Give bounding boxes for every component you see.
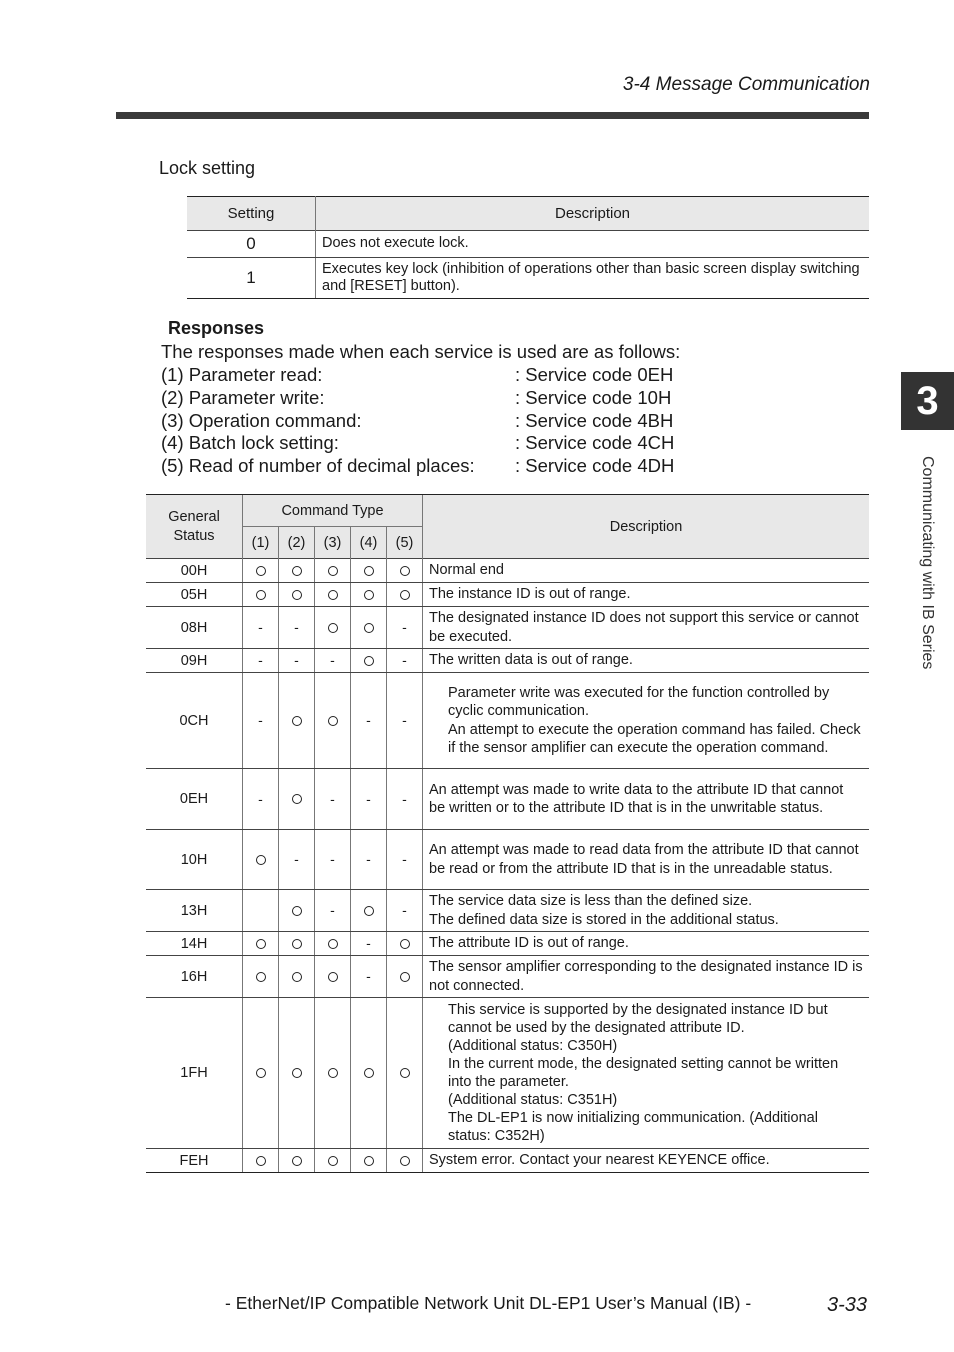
col-general-status [146, 495, 243, 559]
service-name: (2) Parameter write: [161, 386, 325, 408]
setting-value: 1 [187, 258, 316, 299]
supported-circle-icon [364, 906, 374, 916]
table-row [187, 258, 869, 299]
col-command-5: (5) [387, 527, 423, 559]
general-status-code: 0EH [146, 769, 243, 830]
not-applicable-dash: - [294, 851, 299, 867]
supported-circle-icon [364, 1156, 374, 1166]
command-mark-cell [315, 649, 351, 673]
command-mark-cell [387, 649, 423, 673]
command-mark-cell [243, 830, 279, 890]
supported-circle-icon [256, 939, 266, 949]
supported-circle-icon [256, 566, 266, 576]
not-applicable-dash: - [258, 712, 263, 728]
supported-circle-icon [400, 590, 410, 600]
supported-circle-icon [256, 1156, 266, 1166]
not-applicable-dash: - [330, 851, 335, 867]
not-applicable-dash: - [294, 652, 299, 668]
service-code: : Service code 4CH [515, 432, 675, 454]
command-mark-cell [279, 649, 315, 673]
not-applicable-dash: - [366, 935, 371, 951]
command-mark-cell [351, 998, 387, 1149]
table-row [146, 1149, 869, 1173]
supported-circle-icon [400, 566, 410, 576]
table-row [146, 932, 869, 956]
status-description [423, 830, 870, 890]
general-status-code: 08H [146, 607, 243, 649]
description-line: The instance ID is out of range. [429, 586, 631, 603]
responses-heading: Responses [168, 318, 265, 338]
command-mark-cell [243, 1149, 279, 1173]
supported-circle-icon [292, 716, 302, 726]
description-line: The attribute ID is out of range. [429, 935, 629, 952]
description-line: An attempt to execute the operation command has failed. Check if the sensor amplifier can execute the operation command. [448, 721, 861, 756]
service-code: : Service code 0EH [515, 364, 674, 385]
status-description [423, 769, 870, 830]
status-description [423, 559, 870, 583]
command-mark-cell [387, 673, 423, 769]
not-applicable-dash: - [366, 968, 371, 984]
supported-circle-icon [364, 656, 374, 666]
general-status-code: 1FH [146, 998, 243, 1149]
command-mark-cell [351, 673, 387, 769]
general-status-code: 09H [146, 649, 243, 673]
not-applicable-dash: - [258, 652, 263, 668]
not-applicable-dash: - [402, 712, 407, 728]
col-setting: Setting [187, 197, 316, 231]
command-mark-cell [387, 1149, 423, 1173]
description-line: The written data is out of range. [429, 652, 633, 669]
not-applicable-dash: - [258, 619, 263, 635]
not-applicable-dash: - [402, 902, 407, 918]
command-mark-cell [243, 956, 279, 998]
page-number: 3-33 [827, 1294, 868, 1316]
command-mark-cell [243, 769, 279, 830]
command-mark-cell [351, 649, 387, 673]
supported-circle-icon [292, 906, 302, 916]
command-mark-cell [279, 932, 315, 956]
not-applicable-dash: - [402, 790, 407, 807]
status-description [423, 649, 870, 673]
command-mark-cell [387, 932, 423, 956]
description-line: (Additional status: C351H) [448, 1092, 618, 1109]
command-mark-cell [351, 956, 387, 998]
general-status-code: 0CH [146, 673, 243, 769]
table-row [146, 956, 869, 998]
col-command-type: Command Type [243, 495, 423, 527]
command-mark-cell [279, 607, 315, 649]
table-row [146, 890, 869, 932]
description-line: The designated instance ID does not support this service or cannot be executed. [429, 610, 859, 645]
supported-circle-icon [364, 566, 374, 576]
description-line: Parameter write was executed for the function controlled by cyclic communication. [448, 685, 830, 720]
command-mark-cell [315, 830, 351, 890]
description-line: Normal end [429, 562, 504, 579]
supported-circle-icon [400, 972, 410, 982]
not-applicable-dash: - [330, 902, 335, 918]
supported-circle-icon [328, 972, 338, 982]
footer-manual-title: - EtherNet/IP Compatible Network Unit DL-EP1 User’s Manual (IB) - [225, 1293, 752, 1313]
status-description [423, 956, 870, 998]
supported-circle-icon [364, 590, 374, 600]
supported-circle-icon [292, 1068, 302, 1078]
description-line: The defined data size is stored in the additional status. [429, 911, 779, 928]
description-line: The DL-EP1 is now initializing communication. (Additional status: C352H) [448, 1110, 818, 1145]
general-status-code: 16H [146, 956, 243, 998]
command-mark-cell [315, 1149, 351, 1173]
command-mark-cell [243, 932, 279, 956]
description-line: The service data size is less than the defined size. [429, 893, 753, 910]
not-applicable-dash: - [402, 619, 407, 635]
general-status-code: 05H [146, 583, 243, 607]
general-status-code: FEH [146, 1149, 243, 1173]
command-mark-cell [279, 559, 315, 583]
not-applicable-dash: - [258, 790, 263, 807]
command-mark-cell [315, 607, 351, 649]
command-mark-cell [351, 932, 387, 956]
command-mark-cell [243, 890, 279, 932]
command-mark-cell [387, 559, 423, 583]
general-status-code: 14H [146, 932, 243, 956]
status-description [423, 583, 870, 607]
supported-circle-icon [364, 623, 374, 633]
supported-circle-icon [364, 1068, 374, 1078]
col-command-4: (4) [351, 527, 387, 559]
header-rule [116, 112, 869, 119]
chapter-title: Communicating with IB Series [919, 456, 936, 670]
responses-table-header [146, 495, 869, 527]
description-line: In the current mode, the designated setting cannot be written into the parameter. [448, 1055, 839, 1090]
command-mark-cell [279, 998, 315, 1149]
chapter-tab: 3 [901, 372, 954, 430]
service-name: (5) Read of number of decimal places: [161, 455, 475, 477]
lock-setting-table [187, 196, 869, 299]
status-description [423, 1149, 870, 1173]
not-applicable-dash: - [294, 619, 299, 635]
supported-circle-icon [328, 1156, 338, 1166]
service-code: : Service code 10H [515, 386, 672, 408]
col-command-3: (3) [315, 527, 351, 559]
supported-circle-icon [256, 855, 266, 865]
description-line: An attempt was made to read data from the attribute ID that cannot be read or from the attribute ID that is in the unreadable status. [429, 842, 859, 877]
setting-description: Does not execute lock. [316, 231, 870, 258]
status-description [423, 607, 870, 649]
command-mark-cell [315, 998, 351, 1149]
setting-description: Executes key lock (inhibition of operations other than basic screen display switching and [RESET] button). [316, 258, 870, 299]
not-applicable-dash: - [366, 851, 371, 867]
description-line: System error. Contact your nearest KEYENCE office. [429, 1152, 770, 1169]
command-mark-cell [351, 607, 387, 649]
command-mark-cell [351, 1149, 387, 1173]
supported-circle-icon [328, 623, 338, 633]
service-name: (4) Batch lock setting: [161, 432, 339, 454]
not-applicable-dash: - [366, 712, 371, 728]
command-mark-cell [387, 607, 423, 649]
description-line: (Additional status: C350H) [448, 1037, 618, 1054]
supported-circle-icon [292, 566, 302, 576]
command-mark-cell [279, 830, 315, 890]
supported-circle-icon [292, 939, 302, 949]
command-mark-cell [351, 890, 387, 932]
responses-intro: The responses made when each service is used are as follows: [161, 341, 681, 362]
supported-circle-icon [400, 939, 410, 949]
command-mark-cell [243, 607, 279, 649]
setting-value: 0 [187, 231, 316, 258]
supported-circle-icon [328, 566, 338, 576]
not-applicable-dash: - [402, 652, 407, 668]
table-row [187, 231, 869, 258]
not-applicable-dash: - [330, 790, 335, 807]
supported-circle-icon [328, 1068, 338, 1078]
command-mark-cell [387, 583, 423, 607]
command-mark-cell [279, 769, 315, 830]
general-status-code: 13H [146, 890, 243, 932]
table-row [146, 769, 869, 830]
command-mark-cell [315, 932, 351, 956]
table-row [146, 998, 869, 1149]
command-mark-cell [315, 890, 351, 932]
general-status-code: 00H [146, 559, 243, 583]
command-mark-cell [315, 559, 351, 583]
command-mark-cell [279, 673, 315, 769]
supported-circle-icon [292, 794, 302, 804]
supported-circle-icon [328, 590, 338, 600]
command-mark-cell [351, 559, 387, 583]
table-row [146, 607, 869, 649]
lock-setting-heading: Lock setting [159, 158, 256, 178]
service-code: : Service code 4BH [515, 409, 674, 431]
supported-circle-icon [256, 590, 266, 600]
command-mark-cell [387, 830, 423, 890]
command-mark-cell [315, 673, 351, 769]
not-applicable-dash: - [330, 652, 335, 668]
command-mark-cell [279, 956, 315, 998]
command-mark-cell [243, 583, 279, 607]
service-name: (1) Parameter read: [161, 364, 323, 385]
command-mark-cell [279, 1149, 315, 1173]
supported-circle-icon [292, 1156, 302, 1166]
service-code: : Service code 4DH [515, 455, 675, 477]
status-description [423, 932, 870, 956]
command-mark-cell [315, 583, 351, 607]
col-command-2: (2) [279, 527, 315, 559]
general-status-code: 10H [146, 830, 243, 890]
supported-circle-icon [328, 939, 338, 949]
lock-table-header [187, 197, 869, 231]
command-mark-cell [351, 583, 387, 607]
table-row [146, 583, 869, 607]
not-applicable-dash: - [402, 851, 407, 867]
description-line: An attempt was made to write data to the attribute ID that cannot be written or to the attribute ID that is in the unwritable status. [429, 781, 844, 816]
command-mark-cell [351, 830, 387, 890]
command-mark-cell [387, 769, 423, 830]
supported-circle-icon [256, 1068, 266, 1078]
table-row [146, 830, 869, 890]
supported-circle-icon [400, 1156, 410, 1166]
command-mark-cell [387, 890, 423, 932]
status-description [423, 890, 870, 932]
col-description: Description [423, 495, 870, 559]
col-command-1: (1) [243, 527, 279, 559]
description-line: This service is supported by the designated instance ID but cannot be used by the designated attribute ID. [448, 1001, 828, 1036]
supported-circle-icon [292, 972, 302, 982]
col-description: Description [316, 197, 870, 231]
command-mark-cell [351, 769, 387, 830]
table-row [146, 673, 869, 769]
command-mark-cell [279, 583, 315, 607]
col-general-status-label: General Status [168, 508, 220, 544]
command-mark-cell [243, 559, 279, 583]
status-description [423, 998, 870, 1149]
command-mark-cell [243, 649, 279, 673]
not-applicable-dash: - [366, 790, 371, 807]
command-mark-cell [243, 998, 279, 1149]
command-mark-cell [315, 769, 351, 830]
table-row [146, 559, 869, 583]
table-row [146, 649, 869, 673]
service-name: (3) Operation command: [161, 409, 362, 431]
supported-circle-icon [328, 716, 338, 726]
section-title: 3-4 Message Communication [622, 74, 870, 95]
supported-circle-icon [400, 1068, 410, 1078]
command-mark-cell [387, 998, 423, 1149]
supported-circle-icon [256, 972, 266, 982]
command-mark-cell [315, 956, 351, 998]
status-description [423, 673, 870, 769]
command-mark-cell [279, 890, 315, 932]
command-mark-cell [387, 956, 423, 998]
responses-table [146, 494, 869, 1173]
command-mark-cell [243, 673, 279, 769]
description-line: The sensor amplifier corresponding to the designated instance ID is not connected. [429, 959, 863, 994]
supported-circle-icon [292, 590, 302, 600]
